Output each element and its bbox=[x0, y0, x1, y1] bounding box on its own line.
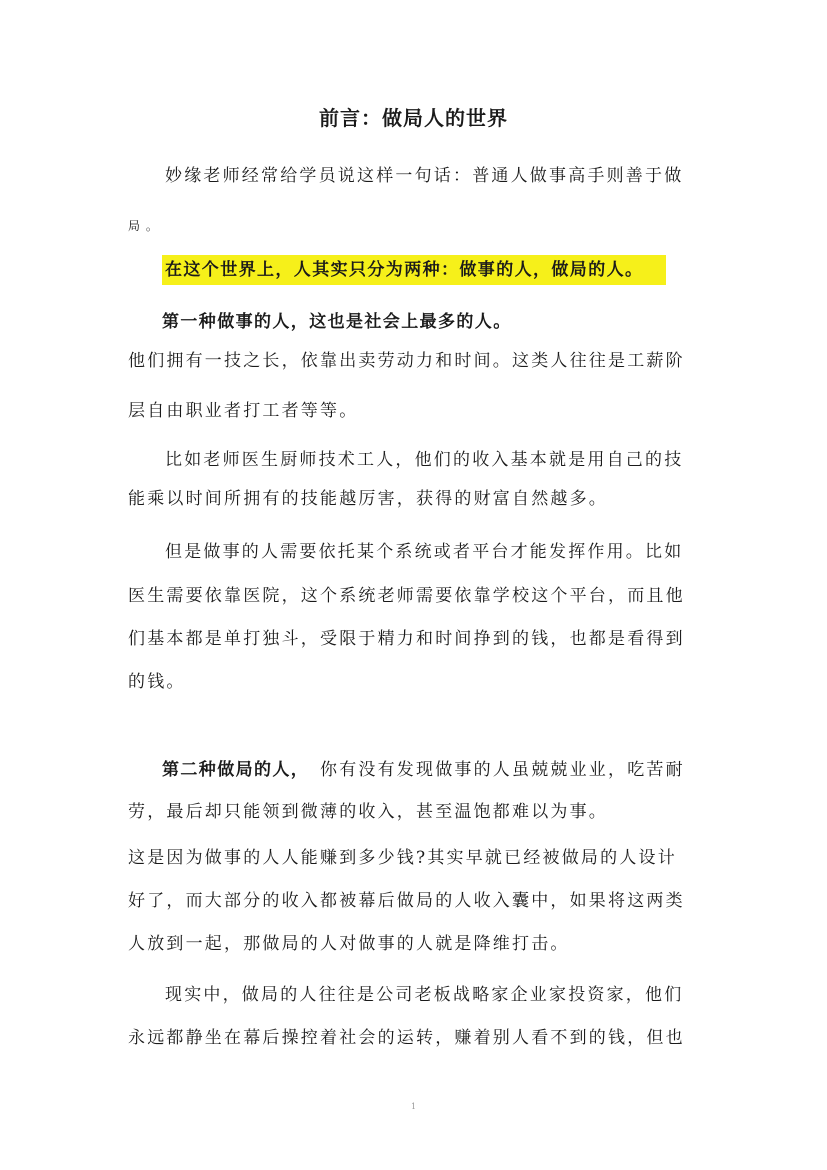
paragraph-line: 这是因为做事的人人能赚到多少钱?其实早就已经被做局的人设计 bbox=[128, 848, 677, 868]
paragraph-line: 妙缘老师经常给学员说这样一句话：普通人做事高手则善于做 bbox=[165, 166, 684, 186]
highlighted-statement: 在这个世界上，人其实只分为两种：做事的人，做局的人。 bbox=[165, 260, 644, 280]
paragraph-line: 你有没有发现做事的人虽兢兢业业，吃苦耐 bbox=[320, 760, 685, 780]
paragraph-line: 好了，而大部分的收入都被幕后做局的人收入囊中，如果将这两类 bbox=[128, 891, 685, 911]
paragraph-line: 局 。 bbox=[128, 219, 159, 233]
paragraph-line: 他们拥有一技之长，依靠出卖劳动力和时间。这类人往往是工薪阶 bbox=[128, 351, 685, 371]
paragraph-line: 永远都静坐在幕后操控着社会的运转，赚着别人看不到的钱，但也 bbox=[128, 1028, 685, 1048]
section-heading: 第一种做事的人，这也是社会上最多的人。 bbox=[162, 312, 512, 332]
page-number: 1 bbox=[410, 1102, 417, 1111]
paragraph-line: 比如老师医生厨师技术工人，他们的收入基本就是用自己的技 bbox=[165, 450, 684, 470]
paragraph-line: 层自由职业者打工者等等。 bbox=[128, 401, 359, 421]
paragraph-line: 的钱。 bbox=[128, 672, 186, 692]
section-heading: 第二种做局的人， bbox=[162, 760, 310, 780]
page-title: 前言：做局人的世界 bbox=[319, 106, 508, 130]
paragraph-line: 但是做事的人需要依托某个系统或者平台才能发挥作用。比如 bbox=[165, 542, 684, 562]
paragraph-line: 人放到一起，那做局的人对做事的人就是降维打击。 bbox=[128, 934, 570, 954]
paragraph-line: 现实中，做局的人往往是公司老板战略家企业家投资家，他们 bbox=[165, 985, 684, 1005]
paragraph-line: 医生需要依靠医院，这个系统老师需要依靠学校这个平台，而且他 bbox=[128, 586, 685, 606]
paragraph-line: 能乘以时间所拥有的技能越厉害，获得的财富自然越多。 bbox=[128, 489, 608, 509]
paragraph-line: 劳，最后却只能领到微薄的收入，甚至温饱都难以为事。 bbox=[128, 802, 608, 822]
paragraph-line: 们基本都是单打独斗，受限于精力和时间挣到的钱，也都是看得到 bbox=[128, 629, 685, 649]
